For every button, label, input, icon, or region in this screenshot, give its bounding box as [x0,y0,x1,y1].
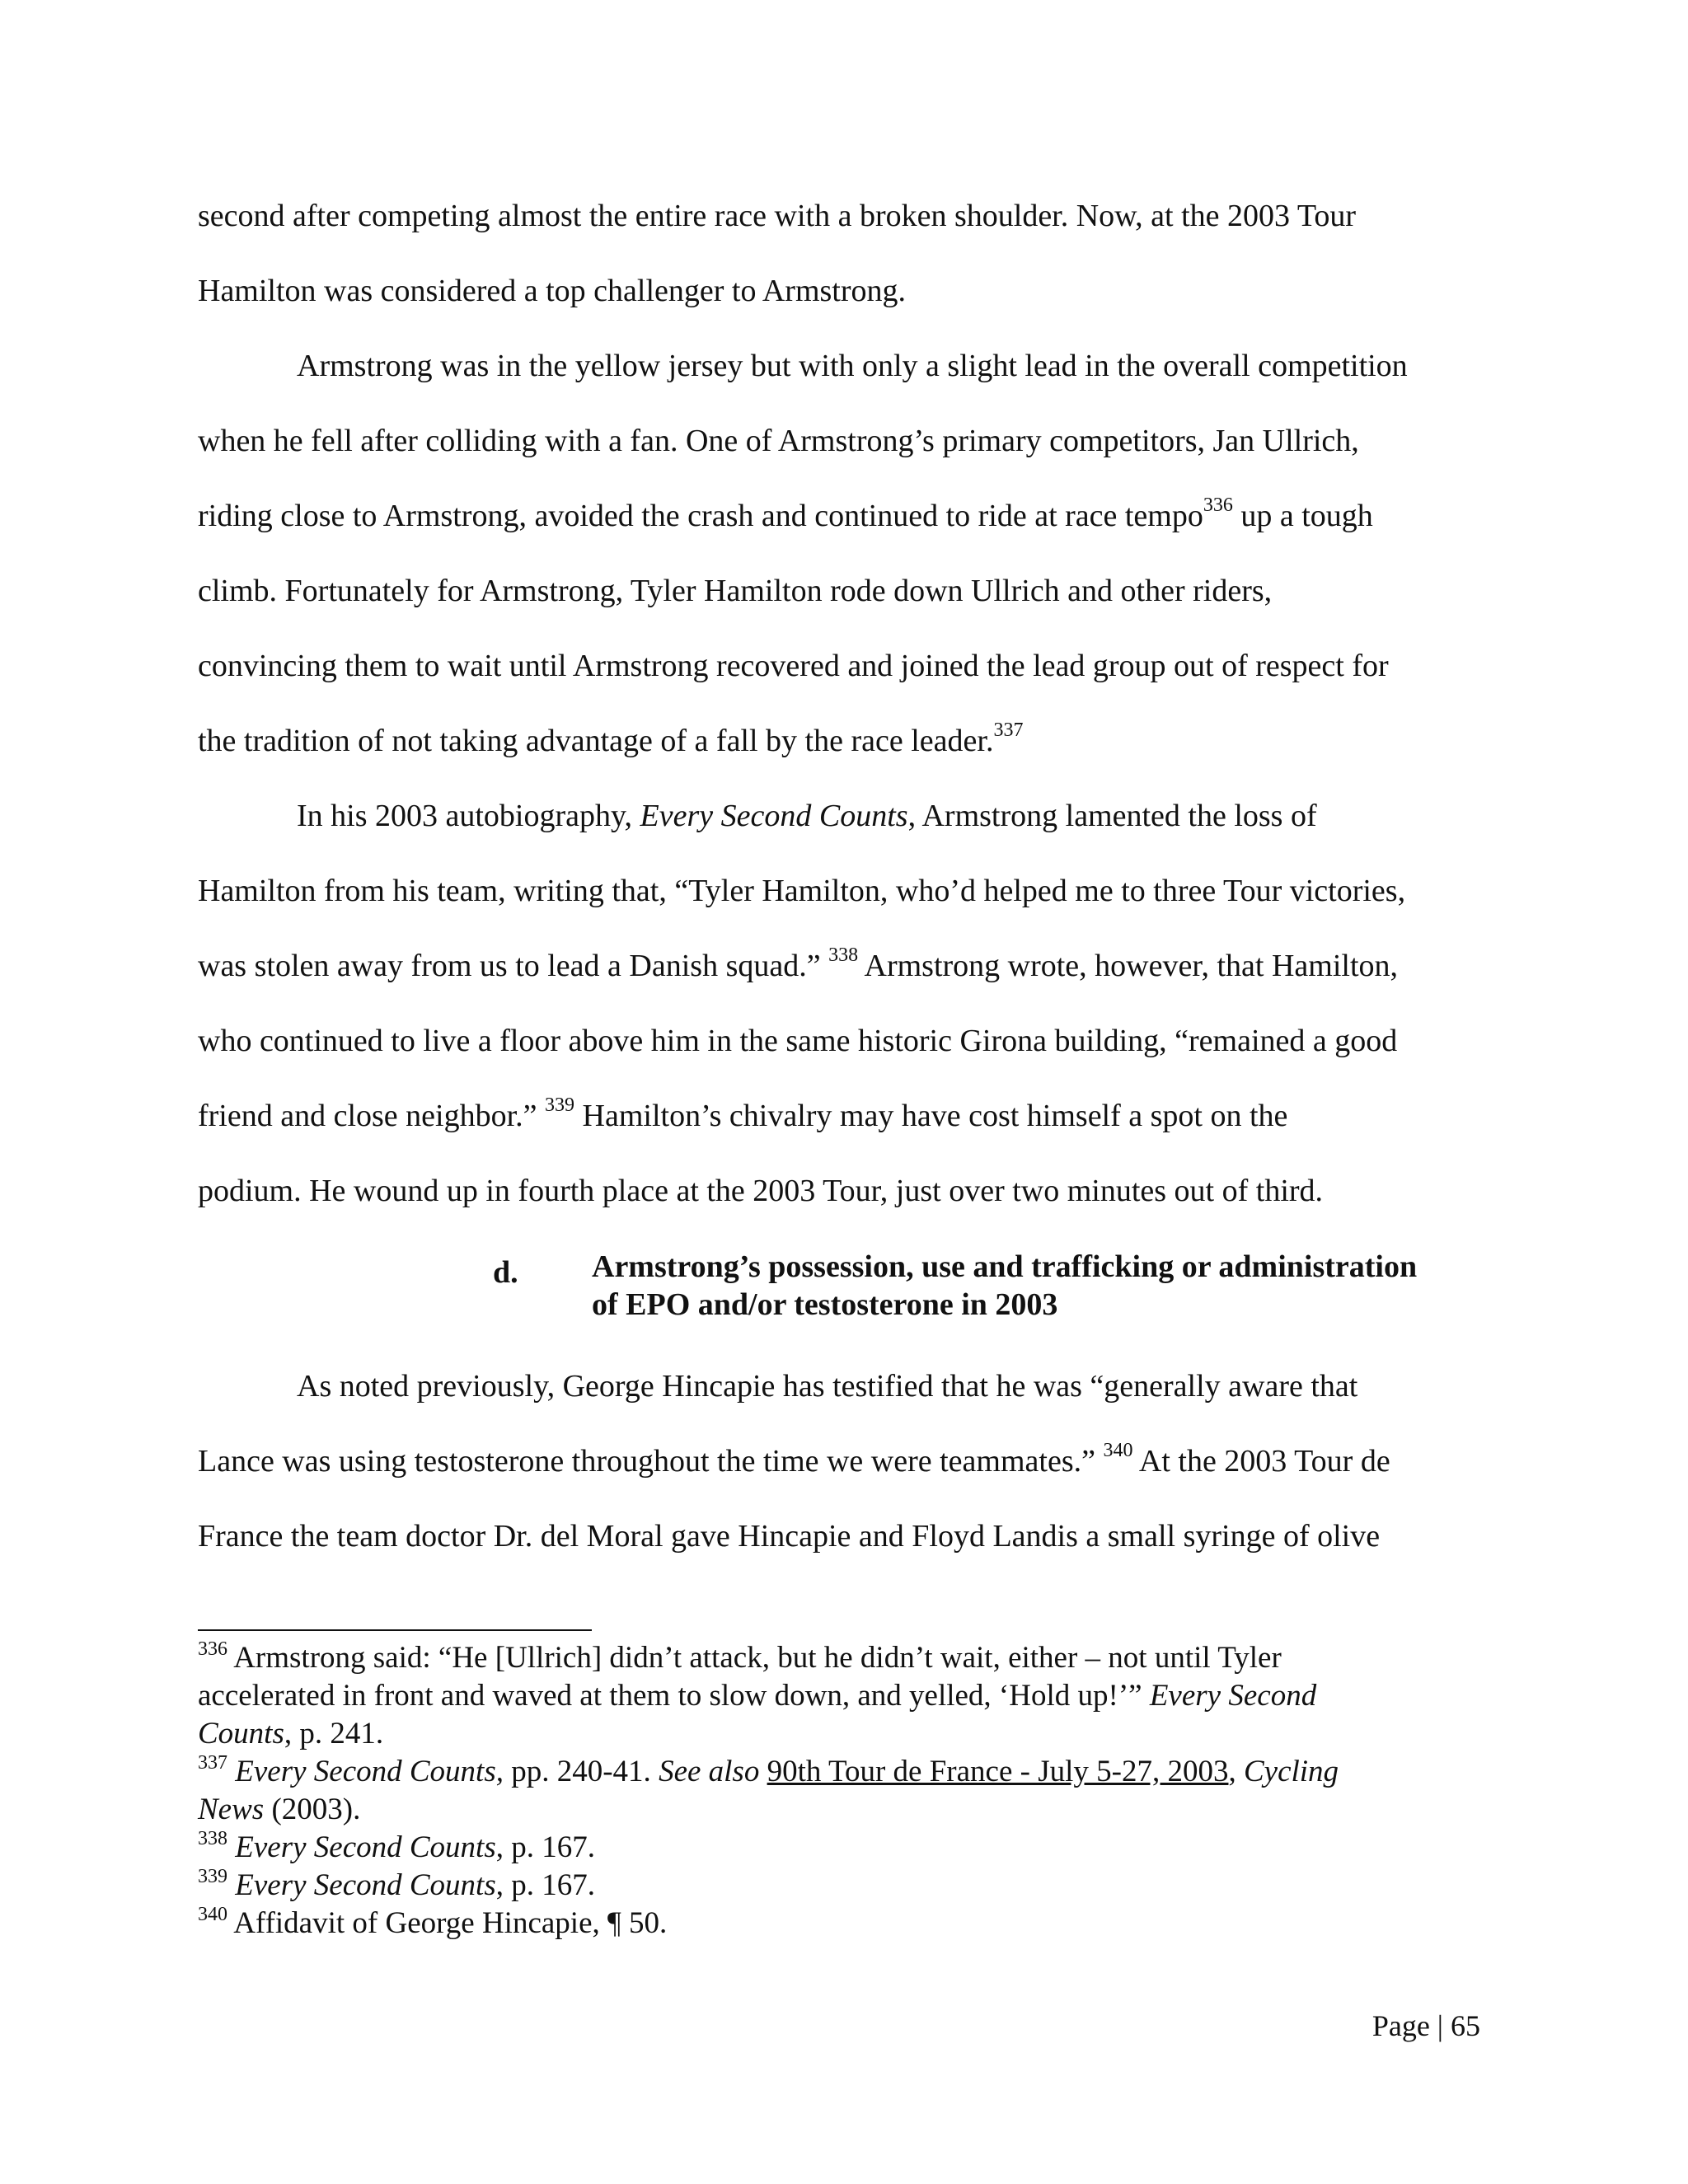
footnote-336 [198,1639,1282,1677]
footnote-ref: 336 [1203,494,1233,517]
text: As noted previously, George Hincapie has testified that he was “generally aware that [297,1369,1358,1404]
book-title: Every Second Counts [235,1868,496,1902]
section-label: d. [493,1255,518,1290]
body-line [198,494,1373,535]
text: , Armstrong lamented the loss of [907,799,1317,833]
body-line [198,1442,1390,1480]
footnote-ref: 339 [545,1094,575,1117]
book-title: Every Second Counts, [235,1755,504,1788]
text [759,1755,767,1788]
body-line [198,197,1356,235]
text: Hamilton was considered a top challenger to Armstrong. [198,274,907,308]
text: friend and close neighbor.” [198,1099,546,1133]
publication-title: News [198,1793,265,1826]
signal-text: See also [659,1755,760,1788]
text: Affidavit of George Hincapie, ¶ 50. [227,1906,668,1940]
body-line [198,872,1405,910]
section-heading-line-2: of EPO and/or testosterone in 2003 [592,1287,1058,1322]
text: , p. 241. [284,1717,384,1750]
body-line [198,647,1389,685]
book-title: Every Second Counts [640,799,908,833]
footnote-number: 337 [198,1751,227,1774]
footnote-336-line-3 [198,1715,383,1753]
text: Hamilton from his team, writing that, “Tyler Hamilton, who’d helped me to three Tour victories, [198,874,1406,908]
body-line [297,797,1317,835]
footnote-337-line-2 [198,1791,360,1829]
text: riding close to Armstrong, avoided the crash and continued to ride at race tempo [198,499,1203,533]
body-line [198,1172,1323,1210]
text: , p. 167. [495,1830,595,1864]
body-line [198,719,1024,760]
body-line [297,1367,1357,1405]
page-number: Page | 65 [1372,2009,1480,2042]
text: Armstrong was in the yellow jersey but with only a slight lead in the overall competition [297,349,1408,383]
text: who continued to live a floor above him in the same historic Girona building, “remained a good [198,1024,1398,1058]
body-line [198,944,1398,985]
section-heading-line-1: Armstrong’s possession, use and trafficking or administration [592,1249,1418,1284]
footnote-339 [198,1867,595,1905]
body-line [198,1517,1380,1555]
footnote-number: 340 [198,1903,227,1925]
footnote-337 [198,1753,1339,1791]
body-line [198,1094,1288,1135]
book-title: Counts [198,1717,284,1750]
footnote-340 [198,1905,667,1943]
publication-title: Cycling [1243,1755,1339,1788]
body-line [198,272,906,310]
text: pp. 240-41. [503,1755,659,1788]
book-title: Every Second [1149,1679,1317,1713]
text: , [1228,1755,1244,1788]
footnote-ref: 340 [1103,1440,1133,1462]
text: France the team doctor Dr. del Moral gave Hincapie and Floyd Landis a small syringe of olive [198,1519,1381,1554]
text: when he fell after colliding with a fan. One of Armstrong’s primary competitors, Jan Ullrich, [198,424,1359,458]
body-line [198,422,1359,460]
text: the tradition of not taking advantage of a fall by the race leader. [198,724,994,758]
text: In his 2003 autobiography, [297,799,640,833]
source-title: 90th Tour de France - July 5-27, 2003 [767,1755,1229,1788]
footnote-number: 338 [198,1827,227,1849]
footnote-number: 339 [198,1865,227,1887]
text: climb. Fortunately for Armstrong, Tyler Hamilton rode down Ullrich and other riders, [198,574,1273,608]
text: convincing them to wait until Armstrong recovered and joined the lead group out of respect for [198,649,1389,683]
text: Armstrong wrote, however, that Hamilton, [858,949,1398,983]
text: Hamilton’s chivalry may have cost himself a spot on the [574,1099,1288,1133]
footnote-336-line-2 [198,1677,1316,1715]
text: Lance was using testosterone throughout the time we were teammates.” [198,1444,1104,1479]
text: Armstrong said: “He [Ullrich] didn’t attack, but he didn’t wait, either – not until Tyler [227,1641,1282,1675]
footnote-ref: 338 [828,944,859,967]
text: up a tough [1232,499,1373,533]
text: accelerated in front and waved at them to slow down, and yelled, ‘Hold up!’” [198,1679,1150,1713]
text: second after competing almost the entire race with a broken shoulder. Now, at the 2003 Tour [198,199,1357,233]
footnote-338 [198,1829,595,1867]
text: podium. He wound up in fourth place at the 2003 Tour, just over two minutes out of third. [198,1174,1324,1208]
text: At the 2003 Tour de [1132,1444,1390,1479]
body-line [198,1022,1397,1060]
footnote-ref: 337 [993,719,1024,742]
book-title: Every Second Counts [235,1830,496,1864]
footnote-number: 336 [198,1638,227,1660]
body-line [297,347,1408,385]
body-line [198,572,1272,610]
text: , p. 167. [495,1868,595,1902]
text: (2003). [264,1793,361,1826]
text: was stolen away from us to lead a Danish squad.” [198,949,829,983]
footnote-separator [198,1629,592,1631]
